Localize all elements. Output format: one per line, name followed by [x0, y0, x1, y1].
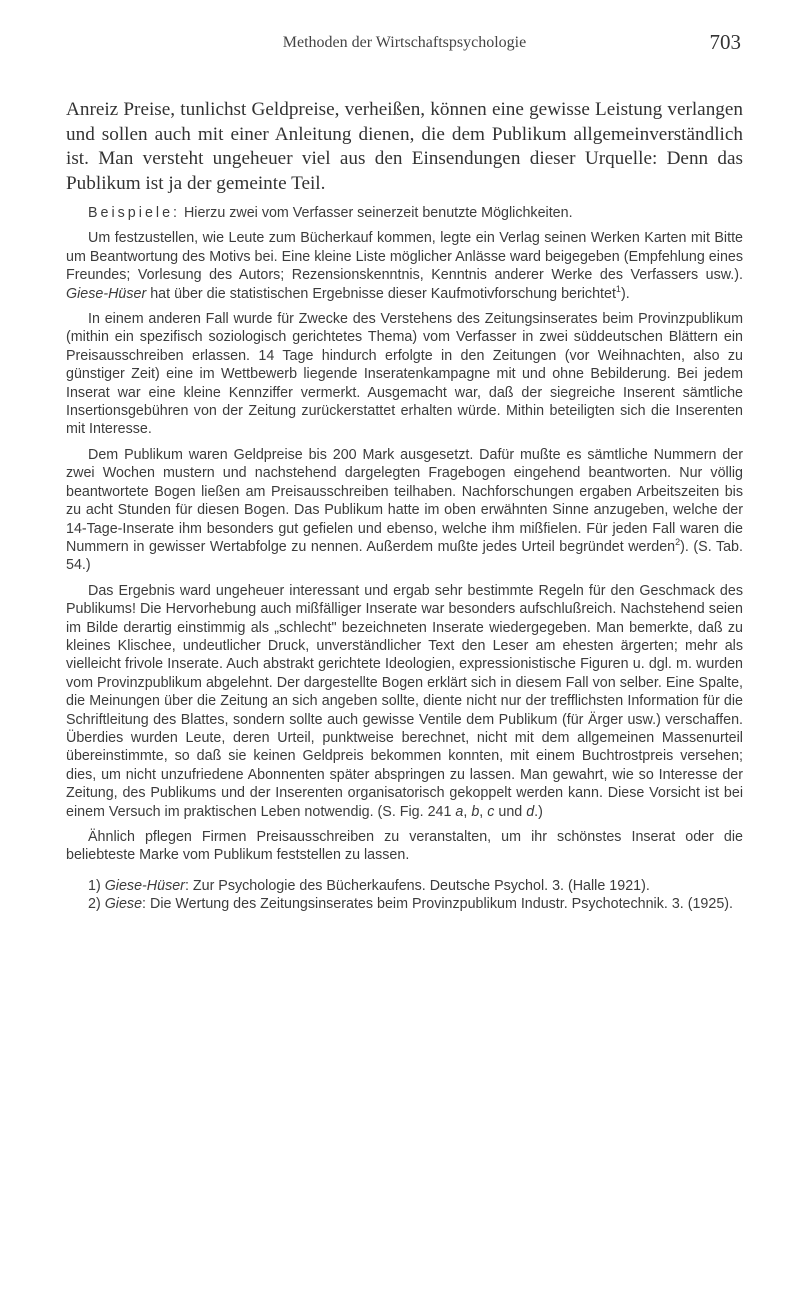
footnote-mark: 1 [88, 877, 96, 894]
paragraph-book-purchase [66, 229, 743, 303]
footnote-mark: 2 [88, 896, 96, 913]
paragraph-cash-prizes [66, 446, 743, 575]
paragraph-text: und [494, 803, 527, 820]
paragraph-text: , [479, 803, 488, 820]
paragraph-text: Das Ergebnis ward ungeheuer interessant und ergab sehr bestimmte Regeln für den Geschmack des Publikums! Die Hervorhebung auch mißfälliger Inserate war besonders aufschlußreich. Nachstehend seien im Bilde derartig einstimmig als „schlecht" bezeichneten Inserate wiedergegeben. Man bemerkte, daß zu kleines Klischee, undeutlicher Druck, unverständlicher Text den Leser am ehesten ärgerten; mehr als vielleicht frivole Inserate. Auch abstrakt gerichtete Ideologien, expressionistische Figuren u. dgl. m. wurden vom Provinzpublikum abgelehnt. Der dargestellte Bogen erklärt sich in diesem Fall von selber. Eine Spalte, die Meinungen über die Zeitung an sich angeben sollte, diente nicht nur der trefflichsten Information für die Schriftleitung des Blattes, sondern sollte auch gewisse Ventile dem Publikum (für Ärger usw.) verschaffen. Überdies wurden Leute, deren Urteil, punktweise berechnet, nicht mit dem allgemeinen Massenurteil übereinstimmte, so daß sie keinen Geldpreis bekommen konnten, mit einem Buchtrostpreis versehen; dies, um nicht unzufriedene Abonnenten später abspringen zu lassen. Man gewahrt, wie so Interesse der Zeitung, des Publikums und der Inserenten organisatorisch gekoppelt werden kann. Diese Vorsicht ist bei einem Versuch im praktischen Leben notwendig. (S. Fig. 241 [66, 582, 743, 820]
footnote-text: : Zur Psychologie des Bücherkaufens. Deutsche Psychol. 3. (Halle 1921). [184, 877, 650, 894]
author-name: Giese-Hüser [66, 285, 147, 302]
footnote-author: Giese-Hüser [104, 877, 185, 894]
example-paragraph [66, 204, 743, 222]
footnote-1: 1) Giese-Hüser: Zur Psychologie des Bücherkaufens. Deutsche Psychol. 3. (Halle 1921). [88, 877, 650, 894]
paragraph-text: ). (S. Tab. 54.) [66, 538, 743, 574]
figure-ref: c [487, 803, 495, 820]
footnotes [66, 877, 743, 914]
running-head: Methoden der Wirtschaftspsychologie [282, 34, 527, 51]
paragraph-text: hat über die statistischen Ergebnisse dieser Kaufmotivforschung berichtet [146, 285, 616, 302]
footnote-author: Giese [104, 896, 143, 913]
paragraph-text: .) [534, 803, 543, 820]
paragraph-text: Um festzustellen, wie Leute zum Bücherkauf kommen, legte ein Verlag seinen Werken Karten mit Bitte um Beantwortung des Motivs bei. Eine kleine Liste möglicher Anlässe ward beigegeben (Empfehlung eines Freundes; Vorlesung des Autors; Rezensionskenntnis, Kenntnis anderer Werke des Verfassers usw.). [66, 230, 743, 284]
paragraph-text: Dem Publikum waren Geldpreise bis 200 Mark ausgesetzt. Dafür mußte es sämtliche Nummern der zwei Wochen mustern und nachstehend dargelegten Fragebogen eingehend beantworten. Nur völlig beantwortete Bogen ließen am Preisausschreiben teilhaben. Nachforschungen ergaben Arbeitszeiten bis zu acht Stunden für diesen Bogen. Das Publikum hatte im oben erwähnten Sinne anzugeben, welche der 14-Tage-Inserate ihm besonders gut gefielen und ebenso, welche ihm mißfielen. Für jeden Fall waren die Nummern in gewisser Wertabfolge zu nennen. Außerdem mußte jedes Urteil begründet werden [66, 446, 743, 555]
footnote-ref: 2 [675, 537, 681, 548]
page-header [66, 0, 743, 62]
figure-ref: a [455, 803, 464, 820]
book-page [66, 0, 743, 914]
footnote-2: 2) Giese: Die Wertung des Zeitungsinserates beim Provinzpublikum Industr. Psychotechnik. 3. (1925). [88, 896, 734, 913]
paragraph-text: , [463, 803, 472, 820]
footnote-text: : Die Wertung des Zeitungsinserates beim Provinzpublikum Industr. Psychotechnik. 3. (1925). [142, 896, 734, 913]
example-label: Beispiele: [88, 205, 180, 221]
intro-text: Anreiz Preise, tunlichst Geldpreise, verheißen, können eine gewisse Leistung verlangen und sollen auch mit einer Anleitung dienen, die dem Publikum allgemeinverständlich ist. Man versteht ungeheuer viel aus den Einsendungen dieser Urquelle: Denn das Publikum ist ja der gemeinte Teil. [66, 99, 743, 194]
paragraph-text: ). [620, 285, 630, 302]
paragraph-similar: Ähnlich pflegen Firmen Preisausschreiben zu veranstalten, um ihr schönstes Inserat oder die beliebteste Marke vom Publikum feststellen zu lassen. [66, 829, 743, 864]
figure-ref: d [526, 803, 535, 820]
body-text [66, 204, 743, 865]
intro-paragraph [66, 98, 743, 196]
footnote-ref: 1 [615, 283, 621, 294]
example-text: Hierzu zwei vom Verfasser seinerzeit benutzte Möglichkeiten. [180, 205, 573, 221]
paragraph-results [66, 582, 743, 821]
figure-ref: b [471, 803, 480, 820]
page-number: 703 [709, 30, 741, 54]
paragraph-newspaper-contest: In einem anderen Fall wurde für Zwecke des Verstehens des Zeitungsinserates beim Provinzpublikum (mithin ein spezifisch soziologisch gerichtetes Thema) vom Verfasser in zwei süddeutschen Blättern ein Preisausschreiben erlassen. 14 Tage hindurch erfolgte in den Zeitungen (vor Weihnachten, also zu günstiger Zeit) eine im Wettbewerb liegende Inseratenkampagne mit und ohne Bebilderung. Bei jedem Inserat war eine kleine Kennziffer vermerkt. Ausgemacht war, daß der siegreiche Inserent sämtliche Insertionsgebühren von der Zeitung zurückerstattet erhalten würde. Mithin beteiligten sich die Inserenten mit Interesse. [66, 311, 743, 438]
